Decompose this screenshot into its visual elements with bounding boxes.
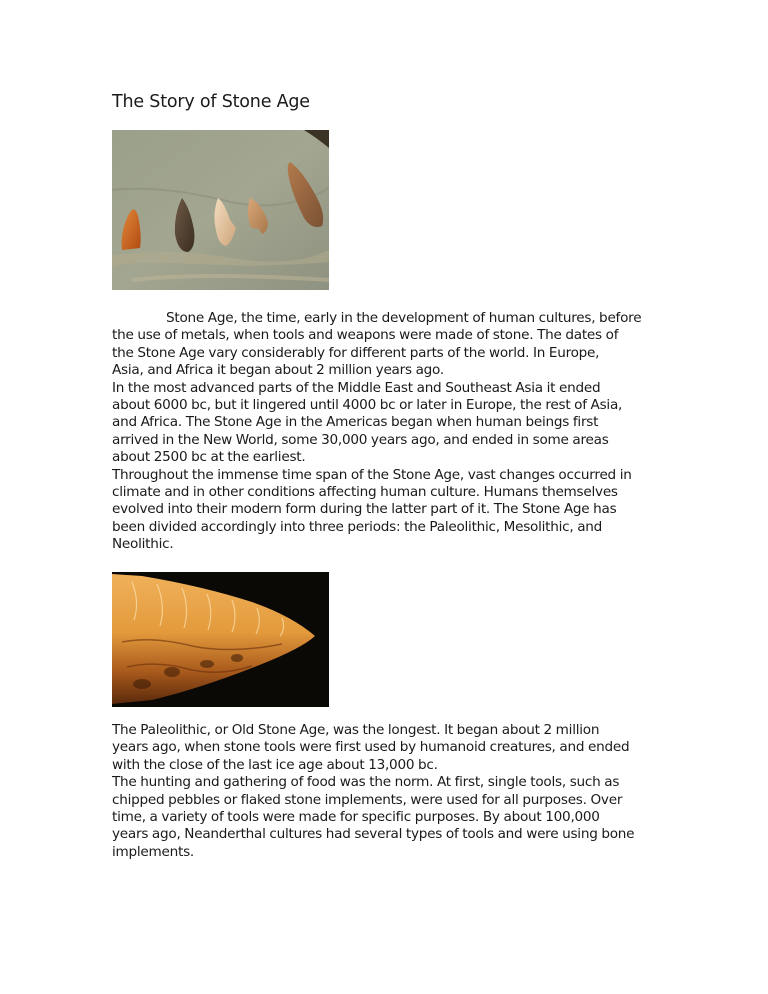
flint-blade-image [112, 572, 329, 707]
text-line: Stone Age, the time, early in the development of human cultures, before [166, 310, 642, 326]
text-line: implements. [112, 843, 194, 860]
flint-blade-illustration [112, 572, 329, 707]
text-line: the Stone Age vary considerably for different parts of the world. In Europe, [112, 344, 600, 361]
text-line: arrived in the New World, some 30,000 years ago, and ended in some areas [112, 431, 609, 448]
text-line: about 6000 bc, but it lingered until 4000 bc or later in Europe, the rest of Asia, [112, 397, 623, 414]
text-line: In the most advanced parts of the Middle East and Southeast Asia it ended [112, 379, 601, 396]
text-line: Asia, and Africa it began about 2 million years ago. [112, 362, 444, 379]
arrowheads-illustration [112, 130, 329, 290]
paleolithic-paragraph [112, 722, 652, 861]
text-line: with the close of the last ice age about 13,000 bc. [112, 756, 438, 773]
text-line: The hunting and gathering of food was the norm. At first, single tools, such as [112, 774, 620, 791]
text-line: years ago, when stone tools were first used by humanoid creatures, and ended [112, 739, 630, 756]
text-line: The Paleolithic, or Old Stone Age, was the longest. It began about 2 million [112, 722, 600, 738]
text-line: about 2500 bc at the earliest. [112, 449, 306, 466]
intro-paragraph [112, 310, 652, 554]
text-line: been divided accordingly into three periods: the Paleolithic, Mesolithic, and [112, 518, 603, 535]
text-line: time, a variety of tools were made for specific purposes. By about 100,000 [112, 809, 600, 826]
text-line: Neolithic. [112, 536, 174, 553]
text-line: years ago, Neanderthal cultures had several types of tools and were using bone [112, 826, 635, 843]
arrowheads-image [112, 130, 329, 290]
text-line: the use of metals, when tools and weapons were made of stone. The dates of [112, 327, 619, 344]
text-line: Throughout the immense time span of the Stone Age, vast changes occurred in [112, 466, 632, 483]
text-line: evolved into their modern form during the latter part of it. The Stone Age has [112, 501, 617, 518]
document-title: The Story of Stone Age [112, 92, 310, 112]
text-line: and Africa. The Stone Age in the Americas began when human beings first [112, 414, 599, 431]
text-line: climate and in other conditions affecting human culture. Humans themselves [112, 484, 618, 501]
text-line: chipped pebbles or flaked stone implements, were used for all purposes. Over [112, 791, 623, 808]
